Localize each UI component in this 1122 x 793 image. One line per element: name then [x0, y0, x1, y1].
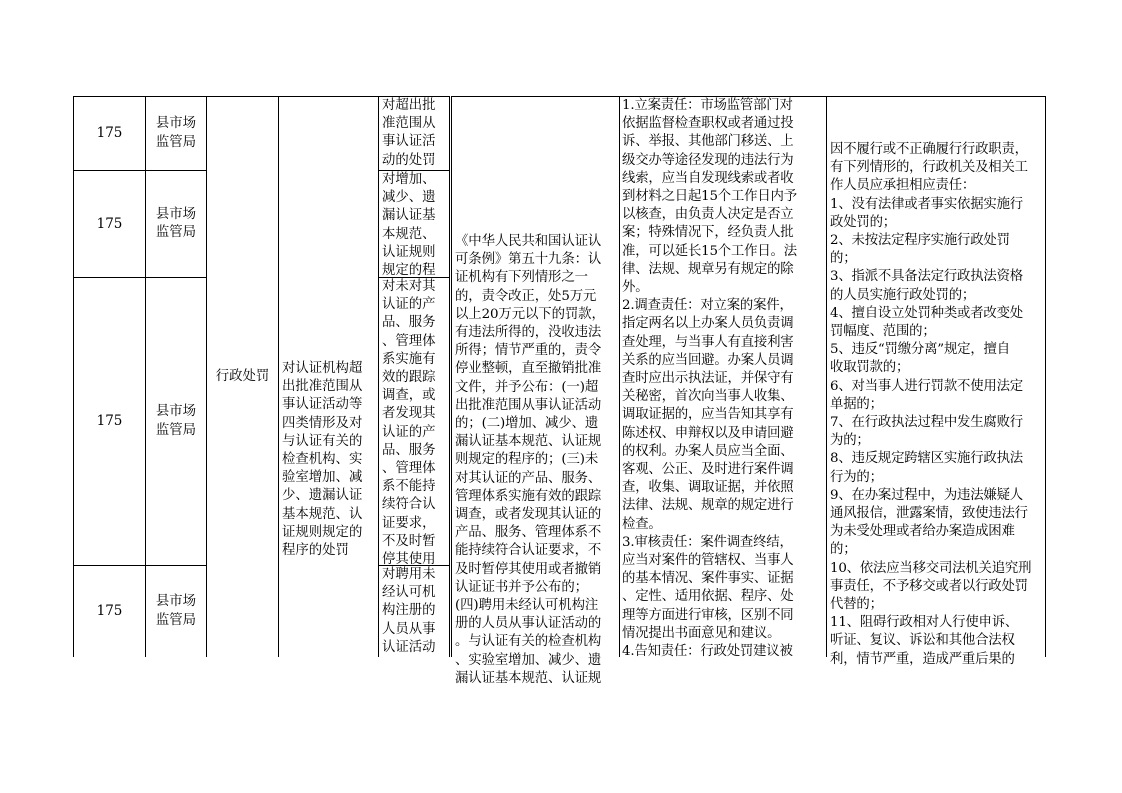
department-cell: 县市场 监管局 — [145, 170, 206, 277]
sub-item-cell: 对聘用未 经认可机 构注册的 人员从事 认证活动 — [378, 565, 450, 657]
sub-item-cell: 对未对其 认证的产 品、服务 、管理体 系实施有 效的跟踪 调查，或 者发现其 认证的产 品、服务 、管理体 系不能持 续符合认 证要求， 不及时暂 停其使用 — [378, 277, 450, 565]
legal-basis-cell: 《中华人民共和国认证认 可条例》第五十九条：认 证机构有下列情形之一 的，责令改正，处5万元 以上20万元以下的罚款， 有违法所得的，没收违法 所得；情节严重的，责令 停业整顿，直至撤销批准 文件，并予公布：(一)超 出批准范围从事认证活动 的；(二)增加、减少、遗 漏认证基本规范、认证规 则规定的程序的；(三)未 对其认证的产品、服务、 管理体系实施有效的跟踪 调查，或者发现其认证的 产品、服务、管理体系不 能持续符合认证要求，不 及时暂停其使用或者撤销 认证证书并予公布的； (四)聘用未经认可机构注 册的人员从事认证活动的 。与认证有关的检查机构 、实验室增加、减少、遗 漏认证基本规范、认证规 — [451, 96, 619, 657]
power-category-cell: 行政处罚 — [206, 96, 278, 657]
row-number: 175 — [73, 96, 145, 170]
department-cell: 县市场 监管局 — [145, 96, 206, 170]
accountability-cell: 因不履行或不正确履行行政职责， 有下列情形的，行政机关及相关工 作人员应承担相应责任： 1、没有法律或者事实依据实施行 政处罚的； 2、未按法定程序实施行政处罚 的； 3、指派不具备法定行政执法资格 的人员实施行政处罚的； 4、擅自设立处罚种类或者改变处 罚幅度、范围的； 5、违反“罚缴分离”规定，擅自 收取罚款的； 6、对当事人进行罚款不使用法定 单据的； 7、在行政执法过程中发生腐败行 为的； 8、违反规定跨辖区实施行政执法 行为的； 9、在办案过程中，为违法嫌疑人 通风报信，泄露案情，致使违法行 为未受处理或者给办案造成困难 的； 10、依法应当移交司法机关追究刑 事责任，不予移交或者以行政处罚 代替的； 11、阻碍行政相对人行使申诉、 听证、复议、诉讼和其他合法权 利，情节严重，造成严重后果的 — [826, 96, 1046, 657]
sub-item-cell: 对增加、 减少、遗 漏认证基 本规范、 认证规则 规定的程 — [378, 170, 450, 277]
department-cell: 县市场 监管局 — [145, 277, 206, 565]
item-name-cell: 对认证机构超 出批准范围从 事认证活动等 四类情形及对 与认证有关的 检查机构、实 验室增加、减 少、遗漏认证 基本规范、认 证规则规定的 程序的处罚 — [278, 96, 378, 657]
sub-item-cell: 对超出批 准范围从 事认证活 动的处罚 — [378, 96, 450, 170]
row-number: 175 — [73, 277, 145, 565]
responsibilities-cell: 1.立案责任：市场监管部门对 依据监督检查职权或者通过投 诉、举报、其他部门移送、上 级交办等途径发现的违法行为 线索，应当自发现线索或者收 到材料之日起15个工作日内予 以核查，由负责人决定是否立 案；特殊情况下，经负责人批 准，可以延长15个工作日。法 律、法规、规章另有规定的除 外。 2.调查责任：对立案的案件， 指定两名以上办案人员负责调 查处理，与当事人有直接利害 关系的应当回避。办案人员调 查时应出示执法证，并保守有 关秘密，首次向当事人收集、 调取证据的，应当告知其享有 陈述权、申辩权以及申请回避 的权利。办案人员应当全面、 客观、公正、及时进行案件调 查，收集、调取证据，并依照 法律、法规、规章的规定进行 检查。 3.审核责任：案件调查终结， 应当对案件的管辖权、当事人 的基本情况、案件事实、证据 、定性、适用依据、程序、处 理等方面进行审核，区别不同 情况提出书面意见和建议。 4.告知责任：行政处罚建议被 — [619, 96, 826, 657]
row-number: 175 — [73, 170, 145, 277]
row-number: 175 — [73, 565, 145, 657]
power-list-table — [73, 96, 1046, 686]
department-cell: 县市场 监管局 — [145, 565, 206, 657]
